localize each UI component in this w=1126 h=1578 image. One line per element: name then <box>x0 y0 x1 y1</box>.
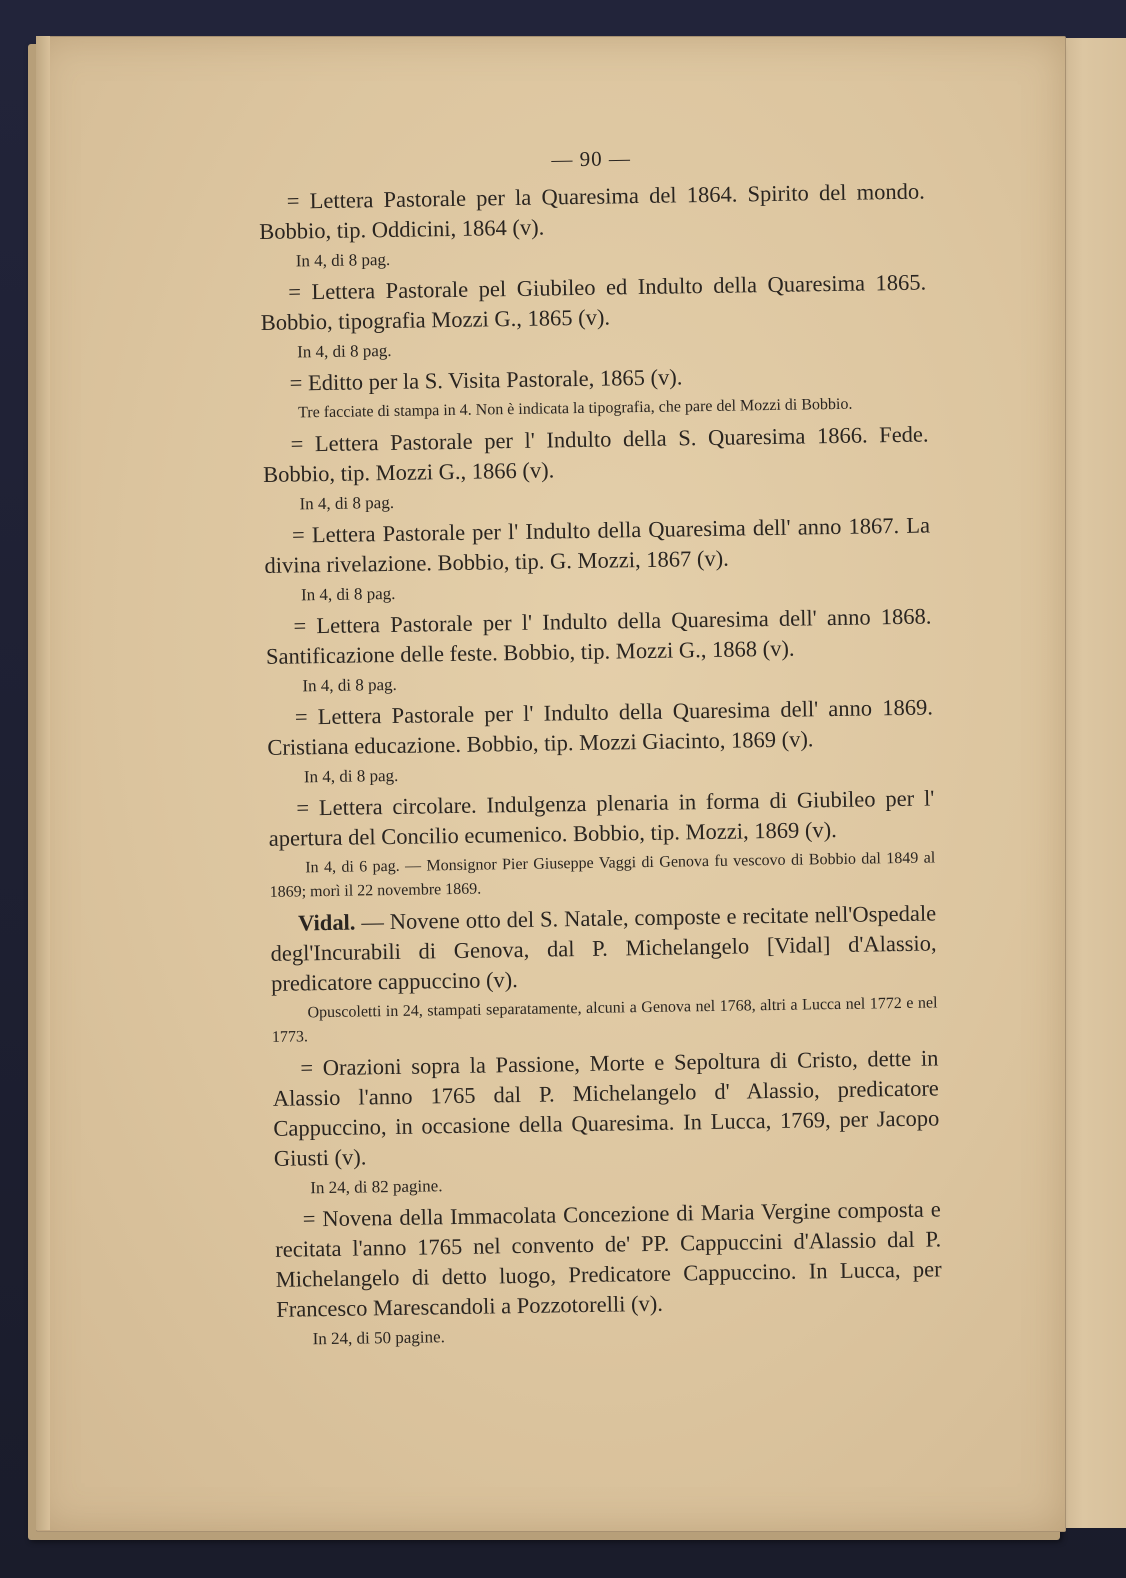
entry-10-text: = Novena della Immacolata Concezione di Maria Vergine composta e recitata l'anno 1765 nel convento de' PP. Cappuccini d'Alassio dal P. Michelangelo di detto luogo, Predicatore Cappuccino. In Lucca, per Francesco Marescandoli a Pozzotorelli (v). <box>275 1196 942 1322</box>
entry-4-text: = Lettera Pastorale per l' Indulto della S. Quaresima 1866. Fede. Bobbio, tip. Mozzi G., 1866 (v). <box>262 421 929 487</box>
entry-10-note: In 24, di 50 pagine. <box>312 1327 446 1349</box>
entry-7-note: In 4, di 8 pag. <box>303 765 399 787</box>
vidal-note: Opuscoletti in 24, stampati separatamente, alcuni a Genova nel 1768, altri a Lucca nel 1772 e nel 1773. <box>271 994 938 1046</box>
entry-4-note: In 4, di 8 pag. <box>299 492 395 514</box>
entry-3-note: Tre facciate di stampa in 4. Non è indicata la tipografia, che pare del Mozzi di Bobbio. <box>298 395 853 422</box>
entry-6-note: In 4, di 8 pag. <box>302 674 397 696</box>
page-number: — 90 — <box>551 146 632 172</box>
entry-1-text: = Lettera Pastorale per la Quaresima del 1864. Spirito del mondo. Bobbio, tip. Oddicini, 1864 (v). <box>259 178 925 244</box>
vidal-entry <box>270 898 937 998</box>
entry-5-text: = Lettera Pastorale per l' Indulto della Quaresima dell' anno 1867. La divina rivelazione. Bobbio, tip. G. Mozzi, 1867 (v). <box>264 512 931 578</box>
vidal-entry-text: — Novene otto del S. Natale, composte e recitate nell'Ospedale degl'Incurabili di Genova, dal P. Michelangelo [Vidal] d'Alassio, predicatore cappuccino (v). <box>270 900 937 996</box>
entry-8-text: = Lettera circolare. Indulgenza plenaria in forma di Giubileo per l' apertura del Concilio ecumenico. Bobbio, tip. Mozzi, 1869 (v). <box>268 785 935 851</box>
entry-3-text: = Editto per la S. Visita Pastorale, 1865 (v). <box>289 364 683 396</box>
entry-6-text: = Lettera Pastorale per l' Indulto della Quaresima dell' anno 1868. Santificazione delle feste. Bobbio, tip. Mozzi G., 1868 (v). <box>265 603 932 669</box>
entry-9-note: In 24, di 82 pagine. <box>310 1176 443 1198</box>
entry-1-note: In 4, di 8 pag. <box>295 249 391 271</box>
page-gutter <box>36 36 50 1530</box>
entry-7-text: = Lettera Pastorale per l' Indulto della Quaresima dell' anno 1869. Cristiana educazione. Bobbio, tip. Mozzi Giacinto, 1869 (v). <box>267 694 934 760</box>
entry-5-note: In 4, di 8 pag. <box>300 583 396 605</box>
page-text <box>258 140 943 1356</box>
author-name: Vidal. <box>297 909 356 936</box>
entry-2-text: = Lettera Pastorale pel Giubileo ed Indulto della Quaresima 1865. Bobbio, tipografia Mozzi G., 1865 (v). <box>260 269 927 335</box>
entry-9-text: = Orazioni sopra la Passione, Morte e Sepoltura di Cristo, dette in Alassio l'anno 1765 dal P. Michelangelo d' Alassio, predicatore Cappuccino, in occasione della Quaresima. In Lucca, 1769, per Jacopo Giusti (v). <box>272 1045 940 1171</box>
entry-8-note: In 4, di 6 pag. — Monsignor Pier Giuseppe Vaggi di Genova fu vescovo di Bobbio dal 1849 al 1869; morì il 22 novembre 1869. <box>269 849 936 901</box>
entry-2-note: In 4, di 8 pag. <box>297 340 392 362</box>
